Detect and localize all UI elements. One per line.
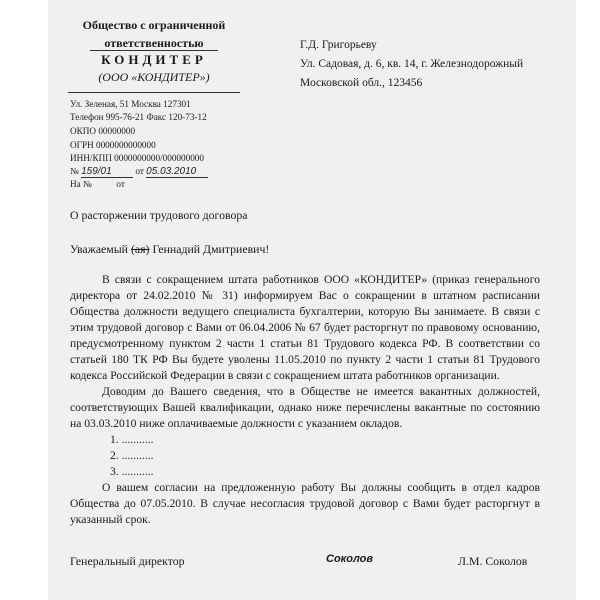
closing-paragraph: О вашем согласии на предложенную работу Вы должны сообщить в отдел кадров Общества до 07.05.2010. В случае несогласия трудовой договор с Вами будет расторгнут в указанный срок.	[70, 481, 540, 526]
recipient-name: Г.Д. Григорьеву	[300, 39, 377, 51]
org-address: Ул. Зеленая, 51 Москва 127301	[70, 99, 191, 109]
recipient-region: Московской обл., 123456	[300, 77, 423, 89]
recipient-street: Ул. Садовая, д. 6, кв. 14, г. Железнодорожный	[300, 58, 524, 70]
reg-date-label: от	[135, 166, 144, 176]
list-item: 2. ...........	[110, 449, 154, 462]
letter-body	[70, 272, 540, 528]
reg-number-line	[70, 166, 240, 178]
ref-date-label: от	[116, 179, 125, 189]
signature-position: Генеральный директор	[70, 554, 185, 568]
salutation	[70, 242, 269, 257]
org-ogrn: ОГРН 0000000000000	[70, 140, 156, 150]
list-item: 1. ...........	[110, 433, 154, 446]
org-inn: ИНН/КПП 0000000000/000000000	[70, 153, 204, 163]
salutation-struck: (ая)	[130, 242, 150, 256]
reg-date-value: 05.03.2010	[146, 166, 208, 178]
ref-no-label: На №	[70, 179, 92, 189]
list-item: 3. ...........	[110, 465, 154, 478]
letter-subject: О расторжении трудового договора	[70, 208, 248, 222]
org-underline	[90, 50, 218, 51]
recipient-block	[300, 36, 523, 93]
letterhead-divider	[68, 92, 240, 93]
reg-no-value: 159/01	[81, 166, 133, 178]
org-abbr: (ООО «КОНДИТЕР»)	[98, 70, 210, 84]
org-okpo: ОКПО 00000000	[70, 126, 136, 136]
org-name: КОНДИТЕР	[101, 52, 207, 67]
paragraph: В связи с сокращением штата работников ООО «КОНДИТЕР» (приказ генерального директора от 24.02.2010 № 31) информируем Вас о сокращении в штатном расписании Общества должности ведущего специалиста бухгалтерии, которую Вы занимаете. В связи с этим трудовой договор с Вами от 06.04.2006 № 67 будет расторгнут по правовому основанию, предусмотренному пунктом 2 части 1 статьи 81 Трудового кодекса РФ. В соответствии со статьей 180 ТК РФ Вы будете уволены 11.05.2010 по пункту 2 части 1 статьи 81 Трудового кодекса Российской Федерации в связи с сокращением штата работников организации.	[70, 273, 540, 382]
paragraph: Доводим до Вашего сведения, что в Обществе не имеется вакантных должностей, соответствующих Вашей квалификации, однако ниже перечислены вакантные по состоянию на 03.03.2010 ниже оплачиваемые должности с указанием окладов.	[70, 385, 540, 430]
ref-number-line	[70, 179, 125, 190]
org-name-line2: ответственностью	[104, 36, 204, 50]
org-phone: Телефон 995-76-21 Факс 120-73-12	[70, 112, 207, 122]
salutation-prefix: Уважаемый	[70, 242, 128, 256]
signature-name: Л.М. Соколов	[458, 554, 528, 568]
signature-handwritten: Соколов	[326, 553, 374, 565]
salutation-name: Геннадий Дмитриевич!	[152, 242, 270, 256]
letter-page	[48, 0, 576, 600]
vacancy-list	[70, 432, 540, 480]
reg-no-label: №	[70, 166, 79, 176]
org-name-line1: Общество с ограниченной	[82, 18, 226, 32]
